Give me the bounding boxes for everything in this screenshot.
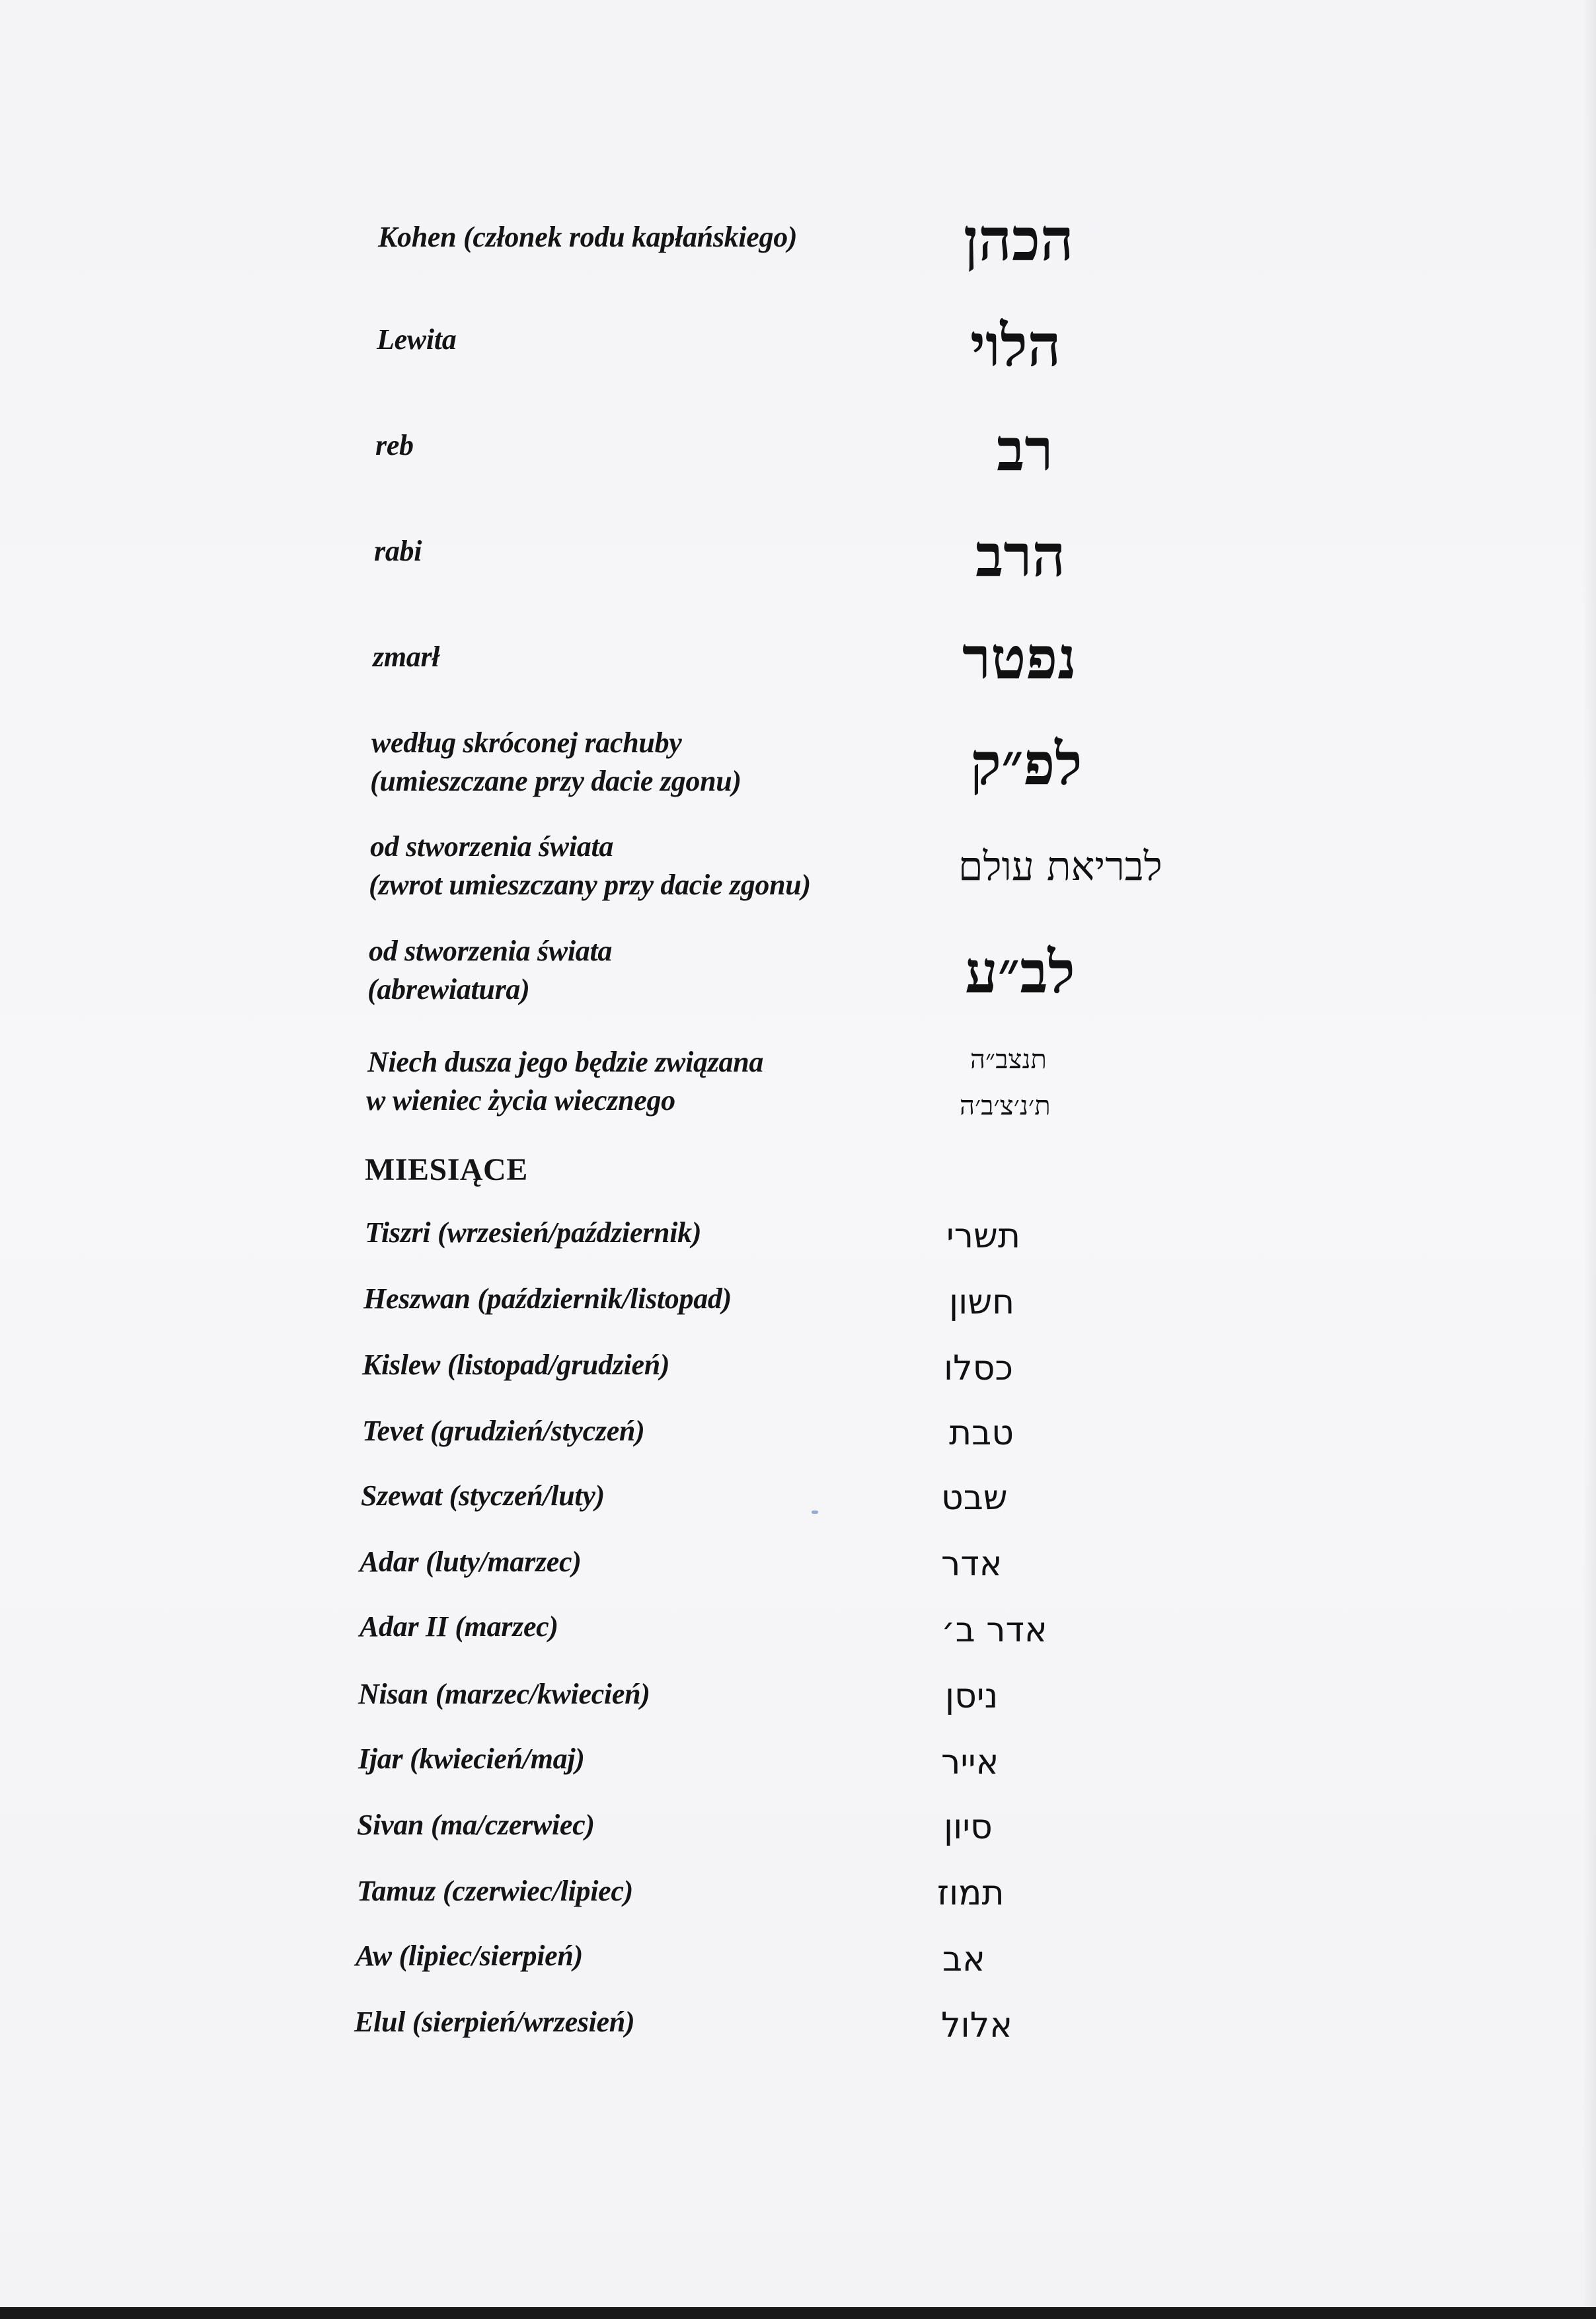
month-aw-label: Aw (lipiec/sierpień): [356, 1940, 583, 1972]
term-reb-label: reb: [375, 429, 414, 461]
term-kohen-label: Kohen (członek rodu kapłańskiego): [378, 221, 798, 253]
term-lewita-label: Lewita: [377, 323, 457, 356]
month-tamuz-hebrew: תמוז: [937, 1873, 1005, 1913]
month-aw-hebrew: אב: [942, 1940, 985, 1979]
month-adar-hebrew: אדר: [941, 1544, 1003, 1584]
term-tnzbh-hebrew-line1: תנצב״ה: [970, 1044, 1047, 1075]
month-tevet-label: Tevet (grudzień/styczeń): [362, 1415, 645, 1447]
month-heszwan-hebrew: חשון: [949, 1282, 1015, 1322]
month-ijar-label: Ijar (kwiecień/maj): [358, 1743, 585, 1775]
term-lbriat-label-line1: od stworzenia świata: [370, 830, 614, 863]
month-adar2-hebrew: אדר ב׳: [941, 1610, 1047, 1650]
term-lpk-label-line2: (umieszczane przy dacie zgonu): [370, 765, 741, 797]
month-heszwan-label: Heszwan (październik/listopad): [363, 1282, 732, 1315]
term-lpk-hebrew: לפ״ק: [970, 729, 1083, 798]
month-nisan-label: Nisan (marzec/kwiecień): [358, 1678, 650, 1710]
month-elul-hebrew: אלול: [941, 2006, 1013, 2045]
term-lba-hebrew: לב״ע: [965, 937, 1075, 1006]
month-sivan-label: Sivan (ma/czerwiec): [357, 1809, 595, 1841]
term-kohen-hebrew: הכהן: [964, 205, 1074, 274]
term-lewita-hebrew: הלוי: [970, 311, 1061, 379]
month-adar-label: Adar (luty/marzec): [360, 1546, 582, 1578]
scan-edge-shadow: [1583, 0, 1596, 2307]
term-tnzbh-hebrew-line2: ת׳נ׳צ׳ב׳ה: [960, 1091, 1051, 1121]
month-tevet-hebrew: טבת: [949, 1413, 1014, 1453]
months-heading: MIESIĄCE: [365, 1152, 528, 1187]
month-sivan-hebrew: סיון: [944, 1807, 993, 1847]
month-tiszri-label: Tiszri (wrzesień/październik): [365, 1216, 702, 1249]
scan-bottom-border: [0, 2307, 1596, 2319]
term-lpk-label-line1: według skróconej rachuby: [371, 727, 682, 759]
term-lba-label-line2: (abrewiatura): [367, 973, 530, 1005]
month-szewat-label: Szewat (styczeń/luty): [361, 1479, 605, 1512]
month-ijar-hebrew: אייר: [941, 1743, 999, 1782]
month-tamuz-label: Tamuz (czerwiec/lipiec): [357, 1875, 633, 1907]
ink-speck: [812, 1511, 818, 1514]
term-reb-hebrew: רב: [997, 415, 1053, 484]
term-tnzbh-label-line1: Niech dusza jego będzie związana: [367, 1046, 764, 1078]
month-nisan-hebrew: ניסן: [945, 1676, 999, 1716]
term-tnzbh-label-line2: w wieniec życia wiecznego: [366, 1084, 675, 1117]
term-zmarl-hebrew: נפטר: [962, 623, 1077, 692]
month-elul-label: Elul (sierpień/wrzesień): [354, 2006, 635, 2038]
term-lba-label-line1: od stworzenia świata: [369, 935, 613, 967]
month-kislew-label: Kislew (listopad/grudzień): [362, 1349, 670, 1381]
term-zmarl-label: zmarł: [373, 641, 440, 673]
term-rabi-label: rabi: [374, 535, 422, 567]
term-rabi-hebrew: הרב: [975, 521, 1066, 590]
month-adar2-label: Adar II (marzec): [360, 1610, 558, 1643]
month-kislew-hebrew: כסלו: [944, 1349, 1013, 1388]
month-tiszri-hebrew: תשרי: [946, 1216, 1020, 1256]
term-lbriat-label-line2: (zwrot umieszczany przy dacie zgonu): [369, 869, 811, 901]
term-lbriat-hebrew: לבריאת עולם: [958, 844, 1162, 890]
month-szewat-hebrew: שבט: [941, 1478, 1008, 1518]
